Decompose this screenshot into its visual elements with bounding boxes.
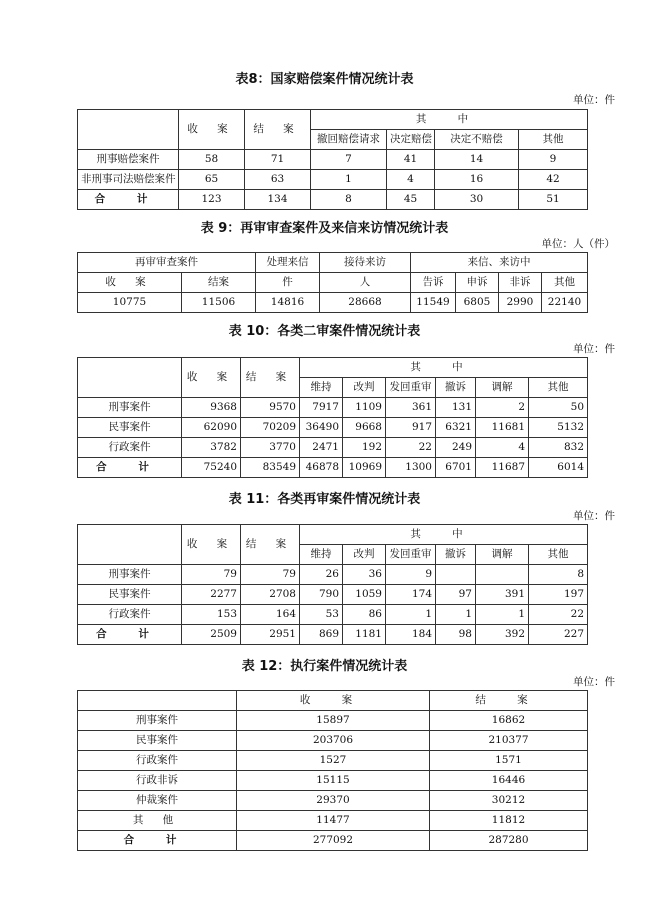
table11 [77,524,588,645]
cell: 2277 [182,585,241,605]
cell: 11549 [411,293,456,313]
total-row [78,625,588,645]
cell: 65 [179,170,245,190]
cell: 192 [343,438,386,458]
cell: 26 [300,565,343,585]
table11-title: 表 11：各类再审案件情况统计表 [228,492,421,507]
col-header: 其他 [529,545,588,565]
table12-unit: 单位：件 [573,676,615,688]
cell: 197 [529,585,588,605]
table8-unit: 单位：件 [573,94,615,106]
table-row [78,110,588,130]
cell: 50 [529,398,588,418]
row-label: 刑事赔偿案件 [78,150,179,170]
col-header: 其 中 [311,110,588,130]
table9-title: 表 9：再审审查案件及来信来访情况统计表 [200,221,449,236]
cell: 1571 [430,751,588,771]
table-row [78,691,588,711]
cell: 28668 [320,293,411,313]
total-label: 合 计 [78,625,182,645]
col-header: 结 案 [241,358,300,398]
table-row [78,731,588,751]
col-header: 改判 [343,545,386,565]
col-header: 来信、来访中 [411,253,588,273]
table-row [78,293,588,313]
row-label: 行政非诉 [78,771,237,791]
cell: 7 [311,150,387,170]
cell [476,565,529,585]
col-header: 撤诉 [436,545,476,565]
col-header: 其他 [519,130,588,150]
cell: 8 [311,190,387,210]
cell: 1109 [343,398,386,418]
cell: 210377 [430,731,588,751]
col-header: 结 案 [430,691,588,711]
cell: 29370 [237,791,430,811]
cell: 16862 [430,711,588,731]
row-label: 刑事案件 [78,711,237,731]
col-header: 收 案 [182,525,241,565]
cell: 22 [529,605,588,625]
cell: 16446 [430,771,588,791]
cell: 86 [343,605,386,625]
cell: 36490 [300,418,343,438]
col-header: 处理来信 [256,253,320,273]
cell: 30 [435,190,519,210]
cell: 2 [476,398,529,418]
cell: 164 [241,605,300,625]
total-row [78,831,588,851]
table-row [78,273,588,293]
cell: 391 [476,585,529,605]
table-row [78,711,588,731]
total-row [78,190,588,210]
cell: 9570 [241,398,300,418]
col-header: 调解 [476,378,529,398]
cell: 58 [179,150,245,170]
table-row [78,525,588,545]
cell: 79 [182,565,241,585]
col-header: 其他 [529,378,588,398]
table-row [78,751,588,771]
cell: 2990 [499,293,542,313]
table-row [78,418,588,438]
cell: 184 [386,625,436,645]
table12-title: 表 12：执行案件情况统计表 [241,659,408,674]
cell: 4 [476,438,529,458]
row-label: 其 他 [78,811,237,831]
cell: 227 [529,625,588,645]
col-header: 改判 [343,378,386,398]
cell: 7917 [300,398,343,418]
table-row [78,170,588,190]
cell: 3770 [241,438,300,458]
cell: 45 [387,190,435,210]
cell: 83549 [241,458,300,478]
cell: 123 [179,190,245,210]
row-label: 仲裁案件 [78,791,237,811]
cell: 62090 [182,418,241,438]
table-row [78,811,588,831]
col-header: 决定不赔偿 [435,130,519,150]
col-header: 收 案 [182,358,241,398]
cell: 2708 [241,585,300,605]
cell: 6321 [436,418,476,438]
cell: 14816 [256,293,320,313]
col-header: 维持 [300,545,343,565]
cell: 10775 [78,293,182,313]
total-row [78,458,588,478]
cell: 203706 [237,731,430,751]
table9 [77,252,588,313]
col-header: 其他 [542,273,588,293]
cell: 9 [386,565,436,585]
row-label: 非刑事司法赔偿案件 [78,170,179,190]
cell: 75240 [182,458,241,478]
total-label: 合 计 [78,458,182,478]
cell: 2471 [300,438,343,458]
row-label: 刑事案件 [78,398,182,418]
table-row [78,585,588,605]
cell: 174 [386,585,436,605]
table-row [78,791,588,811]
cell: 71 [245,150,311,170]
cell: 22140 [542,293,588,313]
cell: 30212 [430,791,588,811]
row-label: 民事案件 [78,418,182,438]
cell: 11506 [182,293,256,313]
row-label: 民事案件 [78,585,182,605]
table-row [78,771,588,791]
cell: 70209 [241,418,300,438]
cell: 917 [386,418,436,438]
table-row [78,398,588,418]
cell: 8 [529,565,588,585]
table-row [78,358,588,378]
cell: 10969 [343,458,386,478]
cell: 36 [343,565,386,585]
cell: 1181 [343,625,386,645]
table8 [77,109,588,210]
row-label: 刑事案件 [78,565,182,585]
col-header: 其 中 [300,525,588,545]
cell [436,565,476,585]
cell: 6805 [456,293,499,313]
cell: 131 [436,398,476,418]
col-header: 结 案 [245,110,311,150]
table-row [78,605,588,625]
cell: 287280 [430,831,588,851]
cell: 42 [519,170,588,190]
total-label: 合 计 [78,831,237,851]
cell: 249 [436,438,476,458]
col-header: 撤回赔偿请求 [311,130,387,150]
cell: 277092 [237,831,430,851]
table10 [77,357,588,478]
cell: 41 [387,150,435,170]
col-header: 再审审查案件 [78,253,256,273]
table8-title: 表8：国家赔偿案件情况统计表 [235,72,414,87]
cell: 6014 [529,458,588,478]
col-header: 收 案 [179,110,245,150]
cell: 9 [519,150,588,170]
cell: 1527 [237,751,430,771]
col-header: 接待来访 [320,253,411,273]
cell: 869 [300,625,343,645]
cell: 53 [300,605,343,625]
cell: 11812 [430,811,588,831]
table11-unit: 单位：件 [573,510,615,522]
col-header: 撤诉 [436,378,476,398]
table-row [78,150,588,170]
col-header: 维持 [300,378,343,398]
cell: 2509 [182,625,241,645]
cell: 134 [245,190,311,210]
cell: 15115 [237,771,430,791]
col-header: 发回重审 [386,545,436,565]
table10-title: 表 10：各类二审案件情况统计表 [228,324,421,339]
cell: 16 [435,170,519,190]
col-header: 发回重审 [386,378,436,398]
row-label: 行政案件 [78,438,182,458]
table-row [78,438,588,458]
cell: 9668 [343,418,386,438]
col-header: 其 中 [300,358,588,378]
col-header: 人 [320,273,411,293]
col-header: 结 案 [241,525,300,565]
cell: 63 [245,170,311,190]
cell: 51 [519,190,588,210]
cell: 98 [436,625,476,645]
cell: 9368 [182,398,241,418]
cell: 22 [386,438,436,458]
cell: 11681 [476,418,529,438]
cell: 5132 [529,418,588,438]
total-label: 合 计 [78,190,179,210]
cell: 6701 [436,458,476,478]
col-header: 件 [256,273,320,293]
cell: 2951 [241,625,300,645]
cell: 14 [435,150,519,170]
cell: 1300 [386,458,436,478]
cell: 153 [182,605,241,625]
table-row [78,565,588,585]
cell: 392 [476,625,529,645]
cell: 46878 [300,458,343,478]
cell: 832 [529,438,588,458]
row-label: 行政案件 [78,751,237,771]
table10-unit: 单位：件 [573,343,615,355]
col-header: 决定赔偿 [387,130,435,150]
cell: 1 [311,170,387,190]
row-label: 民事案件 [78,731,237,751]
col-header: 申诉 [456,273,499,293]
col-header: 收 案 [78,273,182,293]
col-header: 结案 [182,273,256,293]
cell: 15897 [237,711,430,731]
col-header: 告诉 [411,273,456,293]
table12 [77,690,588,851]
cell: 1059 [343,585,386,605]
col-header: 非诉 [499,273,542,293]
cell: 361 [386,398,436,418]
cell: 1 [476,605,529,625]
cell: 11477 [237,811,430,831]
cell: 4 [387,170,435,190]
col-header: 调解 [476,545,529,565]
cell: 3782 [182,438,241,458]
table-row [78,253,588,273]
cell: 790 [300,585,343,605]
cell: 1 [386,605,436,625]
cell: 97 [436,585,476,605]
col-header: 收 案 [237,691,430,711]
table9-unit: 单位：人（件） [541,238,615,250]
row-label: 行政案件 [78,605,182,625]
cell: 1 [436,605,476,625]
cell: 79 [241,565,300,585]
cell: 11687 [476,458,529,478]
